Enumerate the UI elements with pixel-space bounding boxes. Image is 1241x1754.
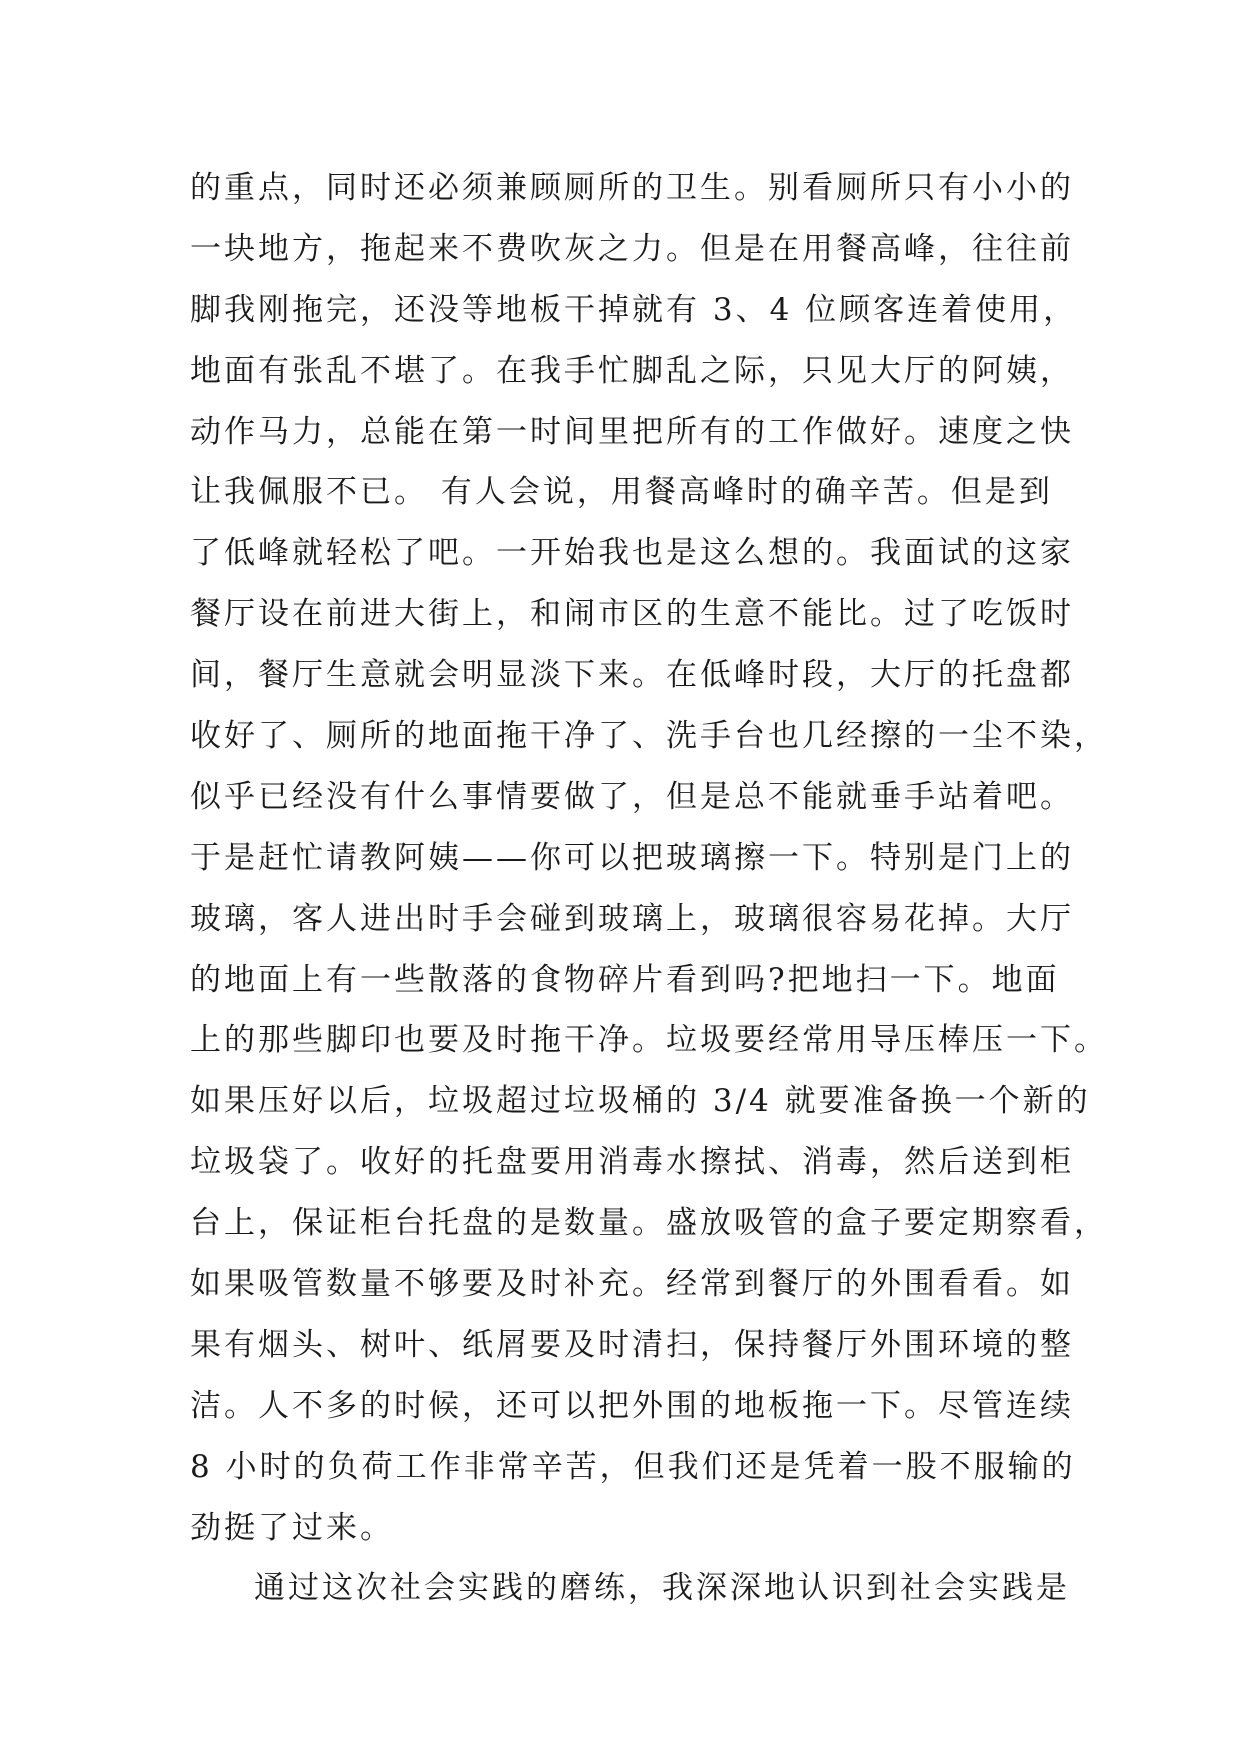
text-line: 果有烟头、树叶、纸屑要及时清扫，保持餐厅外围环境的整 bbox=[190, 1326, 1074, 1363]
text-line: 的重点，同时还必须兼顾厕所的卫生。别看厕所只有小小的 bbox=[190, 170, 1074, 206]
text-line: 动作马力，总能在第一时间里把所有的工作做好。速度之快 bbox=[190, 413, 1074, 450]
text-line: 餐厅设在前进大街上，和闹市区的生意不能比。过了吃饭时 bbox=[190, 596, 1074, 633]
text-line: 洁。人不多的时候，还可以把外围的地板拖一下。尽管连续 bbox=[190, 1387, 1074, 1424]
text-line: 玻璃，客人进出时手会碰到玻璃上，玻璃很容易花掉。大厅 bbox=[190, 900, 1074, 937]
text-line: 8 小时的负荷工作非常辛苦，但我们还是凭着一股不服输的 bbox=[190, 1448, 1076, 1485]
text-line: 如果压好以后，垃圾超过垃圾桶的 3/4 就要准备换一个新的 bbox=[190, 1083, 1091, 1120]
text-line: 垃圾袋了。收好的托盘要用消毒水擦拭、消毒，然后送到柜 bbox=[190, 1144, 1074, 1181]
text-line: 劲挺了过来。 bbox=[190, 1509, 394, 1546]
text-line: 收好了、厕所的地面拖干净了、洗手台也几经擦的一尘不染， bbox=[190, 718, 1108, 755]
text-line: 于是赶忙请教阿姨——你可以把玻璃擦一下。特别是门上的 bbox=[190, 839, 1074, 876]
text-line: 如果吸管数量不够要及时补充。经常到餐厅的外围看看。如 bbox=[190, 1266, 1074, 1303]
text-line: 似乎已经没有什么事情要做了，但是总不能就垂手站着吧。 bbox=[190, 778, 1074, 815]
text-line: 脚我刚拖完，还没等地板干掉就有 3、4 位顾客连着使用， bbox=[190, 291, 1078, 328]
text-line: 上的那些脚印也要及时拖干净。垃圾要经常用导压棒压一下。 bbox=[190, 1022, 1108, 1059]
text-line: 台上，保证柜台托盘的是数量。盛放吸管的盒子要定期察看， bbox=[190, 1205, 1108, 1242]
text-line: 间，餐厅生意就会明显淡下来。在低峰时段，大厅的托盘都 bbox=[190, 657, 1074, 694]
text-line: 的地面上有一些散落的食物碎片看到吗?把地扫一下。地面 bbox=[190, 961, 1060, 998]
text-line: 了低峰就轻松了吧。一开始我也是这么想的。我面试的这家 bbox=[190, 535, 1074, 572]
body-text bbox=[190, 158, 1108, 1619]
paragraph-start-line: 通过这次社会实践的磨练，我深深地认识到社会实践是 bbox=[254, 1570, 1070, 1607]
text-line: 让我佩服不已。 有人会说，用餐高峰时的确辛苦。但是到 bbox=[190, 474, 1053, 511]
text-line: 地面有张乱不堪了。在我手忙脚乱之际，只见大厅的阿姨， bbox=[190, 352, 1074, 389]
text-line: 一块地方，拖起来不费吹灰之力。但是在用餐高峰，往往前 bbox=[190, 230, 1074, 267]
